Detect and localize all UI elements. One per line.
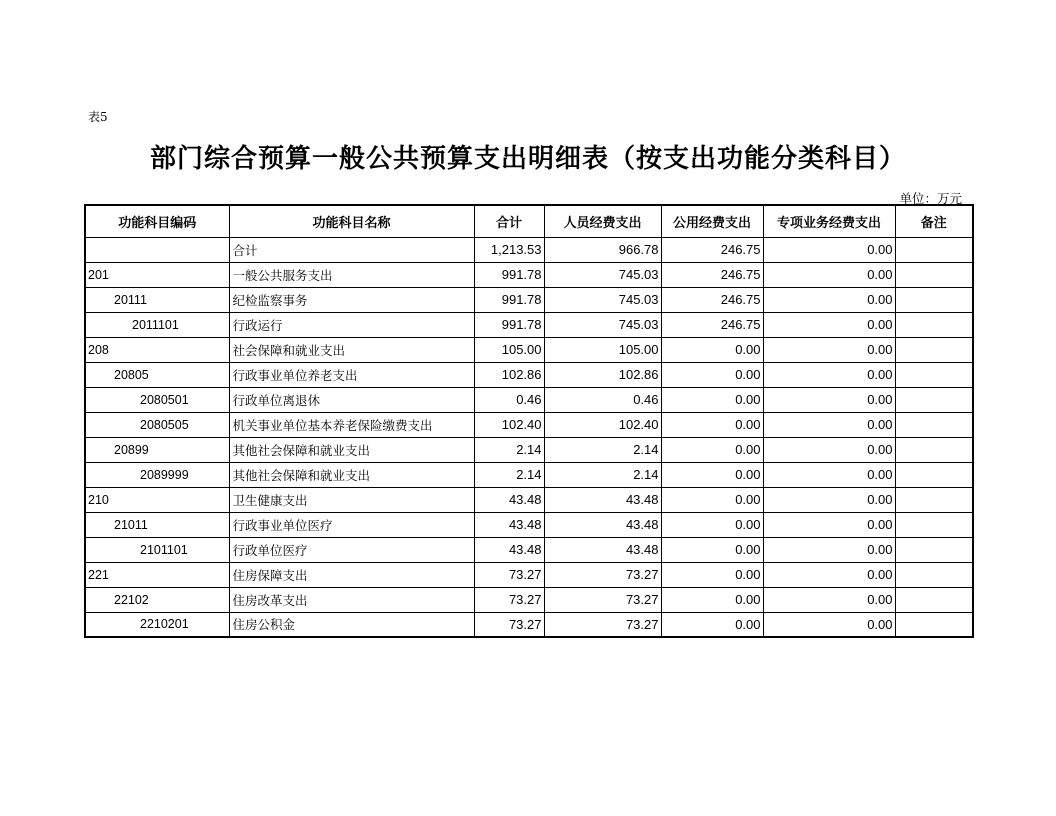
header-personnel: 人员经费支出 <box>544 205 661 237</box>
cell-code: 22102 <box>85 587 229 612</box>
cell-total: 43.48 <box>474 512 544 537</box>
page-title: 部门综合预算一般公共预算支出明细表（按支出功能分类科目） <box>149 144 906 174</box>
cell-code: 208 <box>85 337 229 362</box>
cell-public: 0.00 <box>661 562 763 587</box>
cell-special: 0.00 <box>763 387 895 412</box>
cell-name: 住房保障支出 <box>229 562 474 587</box>
cell-special: 0.00 <box>763 362 895 387</box>
table-row <box>85 287 973 312</box>
cell-personnel: 105.00 <box>544 337 661 362</box>
cell-personnel: 2.14 <box>544 462 661 487</box>
cell-personnel: 43.48 <box>544 537 661 562</box>
cell-public: 246.75 <box>661 237 763 262</box>
cell-code: 221 <box>85 562 229 587</box>
cell-code: 201 <box>85 262 229 287</box>
table-row <box>85 487 973 512</box>
cell-code: 20805 <box>85 362 229 387</box>
cell-note <box>895 587 973 612</box>
header-total: 合计 <box>474 205 544 237</box>
cell-name: 行政单位离退休 <box>229 387 474 412</box>
cell-name: 其他社会保障和就业支出 <box>229 437 474 462</box>
cell-note <box>895 537 973 562</box>
cell-special: 0.00 <box>763 587 895 612</box>
cell-code: 20899 <box>85 437 229 462</box>
table-row <box>85 237 973 262</box>
cell-special: 0.00 <box>763 512 895 537</box>
header-code: 功能科目编码 <box>85 205 229 237</box>
table-row <box>85 312 973 337</box>
cell-total: 2.14 <box>474 462 544 487</box>
cell-total: 2.14 <box>474 437 544 462</box>
cell-note <box>895 237 973 262</box>
cell-personnel: 745.03 <box>544 262 661 287</box>
cell-total: 991.78 <box>474 312 544 337</box>
table-row <box>85 462 973 487</box>
cell-special: 0.00 <box>763 287 895 312</box>
table-header-row <box>85 205 973 237</box>
table-row <box>85 337 973 362</box>
table-row <box>85 262 973 287</box>
cell-special: 0.00 <box>763 612 895 637</box>
cell-total: 1,213.53 <box>474 237 544 262</box>
cell-name: 行政单位医疗 <box>229 537 474 562</box>
cell-name: 合计 <box>229 237 474 262</box>
cell-code: 2011101 <box>85 312 229 337</box>
cell-public: 0.00 <box>661 362 763 387</box>
cell-personnel: 0.46 <box>544 387 661 412</box>
cell-note <box>895 387 973 412</box>
cell-total: 43.48 <box>474 487 544 512</box>
table-row <box>85 412 973 437</box>
cell-public: 0.00 <box>661 387 763 412</box>
cell-personnel: 73.27 <box>544 612 661 637</box>
cell-note <box>895 562 973 587</box>
cell-name: 纪检监察事务 <box>229 287 474 312</box>
budget-table <box>84 204 974 638</box>
cell-name: 卫生健康支出 <box>229 487 474 512</box>
cell-public: 0.00 <box>661 587 763 612</box>
cell-note <box>895 437 973 462</box>
cell-name: 其他社会保障和就业支出 <box>229 462 474 487</box>
cell-personnel: 2.14 <box>544 437 661 462</box>
cell-note <box>895 612 973 637</box>
cell-public: 246.75 <box>661 287 763 312</box>
cell-name: 住房公积金 <box>229 612 474 637</box>
cell-public: 246.75 <box>661 312 763 337</box>
cell-code: 20111 <box>85 287 229 312</box>
cell-personnel: 73.27 <box>544 562 661 587</box>
cell-special: 0.00 <box>763 412 895 437</box>
table-row <box>85 562 973 587</box>
cell-personnel: 43.48 <box>544 512 661 537</box>
header-note: 备注 <box>895 205 973 237</box>
cell-total: 73.27 <box>474 562 544 587</box>
header-special: 专项业务经费支出 <box>763 205 895 237</box>
cell-name: 行政事业单位医疗 <box>229 512 474 537</box>
cell-total: 991.78 <box>474 287 544 312</box>
cell-total: 105.00 <box>474 337 544 362</box>
cell-name: 行政事业单位养老支出 <box>229 362 474 387</box>
cell-code: 2080501 <box>85 387 229 412</box>
cell-special: 0.00 <box>763 562 895 587</box>
cell-public: 0.00 <box>661 537 763 562</box>
cell-code: 210 <box>85 487 229 512</box>
cell-public: 0.00 <box>661 512 763 537</box>
cell-special: 0.00 <box>763 487 895 512</box>
cell-public: 0.00 <box>661 437 763 462</box>
cell-note <box>895 487 973 512</box>
header-public: 公用经费支出 <box>661 205 763 237</box>
cell-code: 2080505 <box>85 412 229 437</box>
cell-total: 0.46 <box>474 387 544 412</box>
table-number: 表5 <box>88 110 108 124</box>
cell-public: 0.00 <box>661 487 763 512</box>
cell-note <box>895 362 973 387</box>
table-row <box>85 387 973 412</box>
cell-name: 机关事业单位基本养老保险缴费支出 <box>229 412 474 437</box>
cell-total: 73.27 <box>474 587 544 612</box>
table-row <box>85 537 973 562</box>
table-row <box>85 362 973 387</box>
cell-name: 住房改革支出 <box>229 587 474 612</box>
unit-label: 单位：万元 <box>899 191 962 206</box>
cell-total: 102.40 <box>474 412 544 437</box>
table-row <box>85 512 973 537</box>
cell-special: 0.00 <box>763 537 895 562</box>
cell-personnel: 745.03 <box>544 312 661 337</box>
cell-note <box>895 337 973 362</box>
cell-note <box>895 512 973 537</box>
cell-name: 社会保障和就业支出 <box>229 337 474 362</box>
cell-special: 0.00 <box>763 462 895 487</box>
cell-public: 0.00 <box>661 462 763 487</box>
cell-name: 行政运行 <box>229 312 474 337</box>
cell-personnel: 745.03 <box>544 287 661 312</box>
cell-special: 0.00 <box>763 337 895 362</box>
cell-code <box>85 237 229 262</box>
cell-code: 2089999 <box>85 462 229 487</box>
cell-special: 0.00 <box>763 262 895 287</box>
cell-public: 0.00 <box>661 337 763 362</box>
cell-personnel: 73.27 <box>544 587 661 612</box>
cell-public: 0.00 <box>661 412 763 437</box>
cell-special: 0.00 <box>763 437 895 462</box>
cell-personnel: 102.86 <box>544 362 661 387</box>
cell-special: 0.00 <box>763 312 895 337</box>
table-row <box>85 612 973 637</box>
header-name: 功能科目名称 <box>229 205 474 237</box>
cell-note <box>895 262 973 287</box>
table-row <box>85 587 973 612</box>
cell-special: 0.00 <box>763 237 895 262</box>
cell-name: 一般公共服务支出 <box>229 262 474 287</box>
cell-code: 2210201 <box>85 612 229 637</box>
cell-personnel: 43.48 <box>544 487 661 512</box>
cell-note <box>895 412 973 437</box>
cell-note <box>895 312 973 337</box>
table-row <box>85 437 973 462</box>
cell-total: 991.78 <box>474 262 544 287</box>
cell-total: 73.27 <box>474 612 544 637</box>
cell-code: 2101101 <box>85 537 229 562</box>
cell-personnel: 966.78 <box>544 237 661 262</box>
cell-total: 43.48 <box>474 537 544 562</box>
cell-note <box>895 287 973 312</box>
cell-code: 21011 <box>85 512 229 537</box>
cell-public: 246.75 <box>661 262 763 287</box>
cell-public: 0.00 <box>661 612 763 637</box>
cell-personnel: 102.40 <box>544 412 661 437</box>
cell-total: 102.86 <box>474 362 544 387</box>
cell-note <box>895 462 973 487</box>
